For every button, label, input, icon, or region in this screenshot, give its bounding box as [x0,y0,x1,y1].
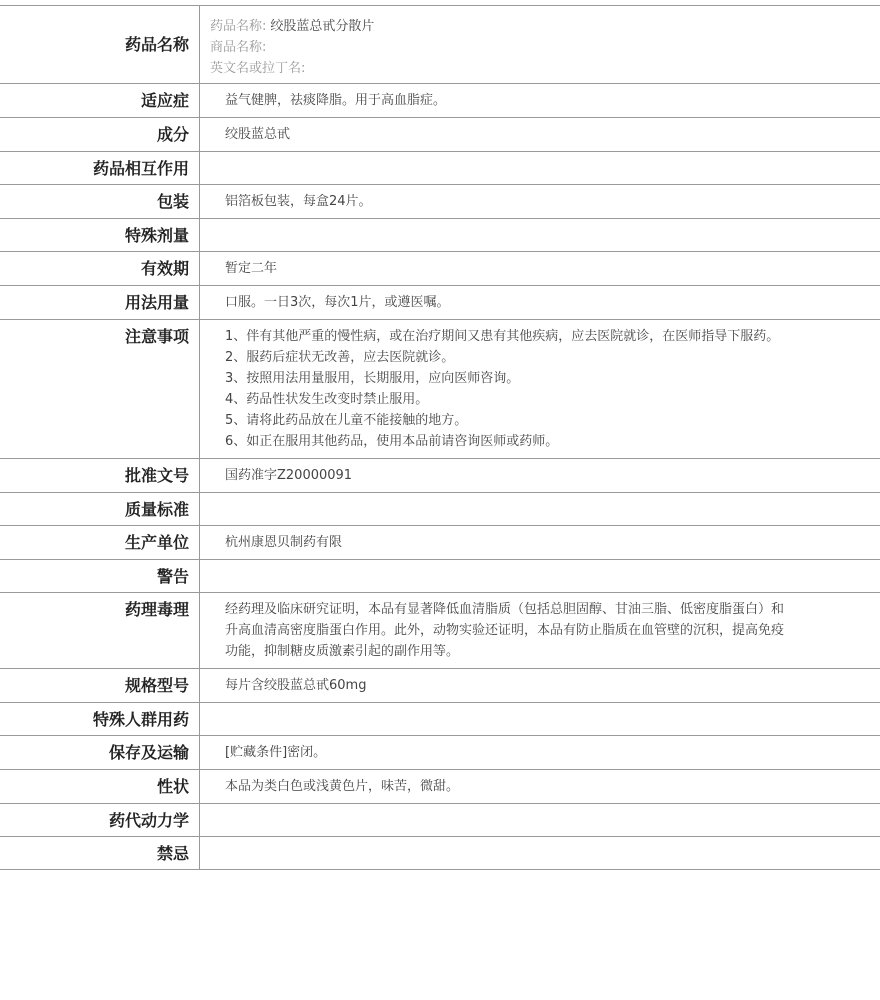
row-label: 保存及运输 [0,736,200,769]
row-value [200,560,880,592]
row-label: 特殊人群用药 [0,703,200,735]
row-value [200,703,880,735]
row-label: 规格型号 [0,669,200,702]
row-label: 药品相互作用 [0,152,200,184]
row-label: 质量标准 [0,493,200,525]
row-pharmacology [0,593,880,669]
drug-name-values [200,6,880,83]
row-warning [0,560,880,593]
row-label: 药理毒理 [0,593,200,668]
row-label: 用法用量 [0,286,200,319]
row-label: 成分 [0,118,200,151]
row-value: 经药理及临床研究证明，本品有显著降低血清脂质（包括总胆固醇、甘油三脂、低密度脂蛋白）和升高血清高密度脂蛋白作用。此外，动物实验还证明，本品有防止脂质在血管壁的沉积，提高免疫功能，抑制糖皮质激素引起的副作用等。 [225,602,785,659]
english-name-key: 英文名或拉丁名: [210,61,306,76]
precaution-item: 4、药品性状发生改变时禁止服用。 [225,392,429,407]
generic-name-line [210,16,870,37]
row-interactions [0,152,880,185]
row-value [200,804,880,836]
row-indication [0,84,880,118]
row-value [200,219,880,251]
row-ingredients [0,118,880,152]
row-storage [0,736,880,770]
row-approval [0,459,880,493]
generic-name-key: 药品名称: [210,19,267,34]
row-special-dosage [0,219,880,252]
trade-name-key: 商品名称: [210,40,267,55]
row-label: 特殊剂量 [0,219,200,251]
precaution-item: 2、服药后症状无改善，应去医院就诊。 [225,350,455,365]
row-specification [0,669,880,703]
row-value [200,493,880,525]
row-label: 性状 [0,770,200,803]
row-value: 本品为类白色或浅黄色片，味苦，微甜。 [225,779,460,794]
precaution-item: 1、伴有其他严重的慢性病，或在治疗期间又患有其他疾病，应去医院就诊，在医师指导下服药。 [225,329,780,344]
row-value: [贮藏条件]密闭。 [225,745,327,760]
english-name-line [210,58,870,79]
row-label: 生产单位 [0,526,200,559]
row-label: 批准文号 [0,459,200,492]
row-value [200,837,880,869]
row-label: 适应症 [0,84,200,117]
row-appearance [0,770,880,804]
row-value: 暂定二年 [225,261,278,276]
row-label: 包装 [0,185,200,218]
row-precautions [0,320,880,459]
row-drug-name [0,6,880,84]
precaution-item: 5、请将此药品放在儿童不能接触的地方。 [225,413,468,428]
row-value: 杭州康恩贝制药有限 [225,535,343,550]
precaution-item: 3、按照用法用量服用，长期服用，应向医师咨询。 [225,371,520,386]
row-value [200,152,880,184]
row-value: 铝箔板包装，每盒24片。 [225,194,372,209]
row-usage [0,286,880,320]
row-validity [0,252,880,286]
trade-name-line [210,37,870,58]
drug-info-table [0,5,880,870]
row-value: 每片含绞股蓝总甙60mg [225,678,367,693]
row-value: 口服。一日3次，每次1片，或遵医嘱。 [225,295,450,310]
row-value: 绞股蓝总甙 [225,127,291,142]
row-value: 益气健脾，祛痰降脂。用于高血脂症。 [225,93,447,108]
row-contraindications [0,837,880,870]
generic-name-value: 绞股蓝总甙分散片 [270,19,375,34]
row-label: 注意事项 [0,320,200,458]
row-label: 药品名称 [0,6,200,83]
row-label: 有效期 [0,252,200,285]
precautions-list [200,320,880,458]
row-quality [0,493,880,526]
row-packaging [0,185,880,219]
row-manufacturer [0,526,880,560]
row-label: 药代动力学 [0,804,200,836]
row-special-population [0,703,880,736]
row-label: 禁忌 [0,837,200,869]
row-label: 警告 [0,560,200,592]
row-value: 国药准字Z20000091 [225,468,353,483]
row-pharmacokinetics [0,804,880,837]
precaution-item: 6、如正在服用其他药品，使用本品前请咨询医师或药师。 [225,434,559,449]
